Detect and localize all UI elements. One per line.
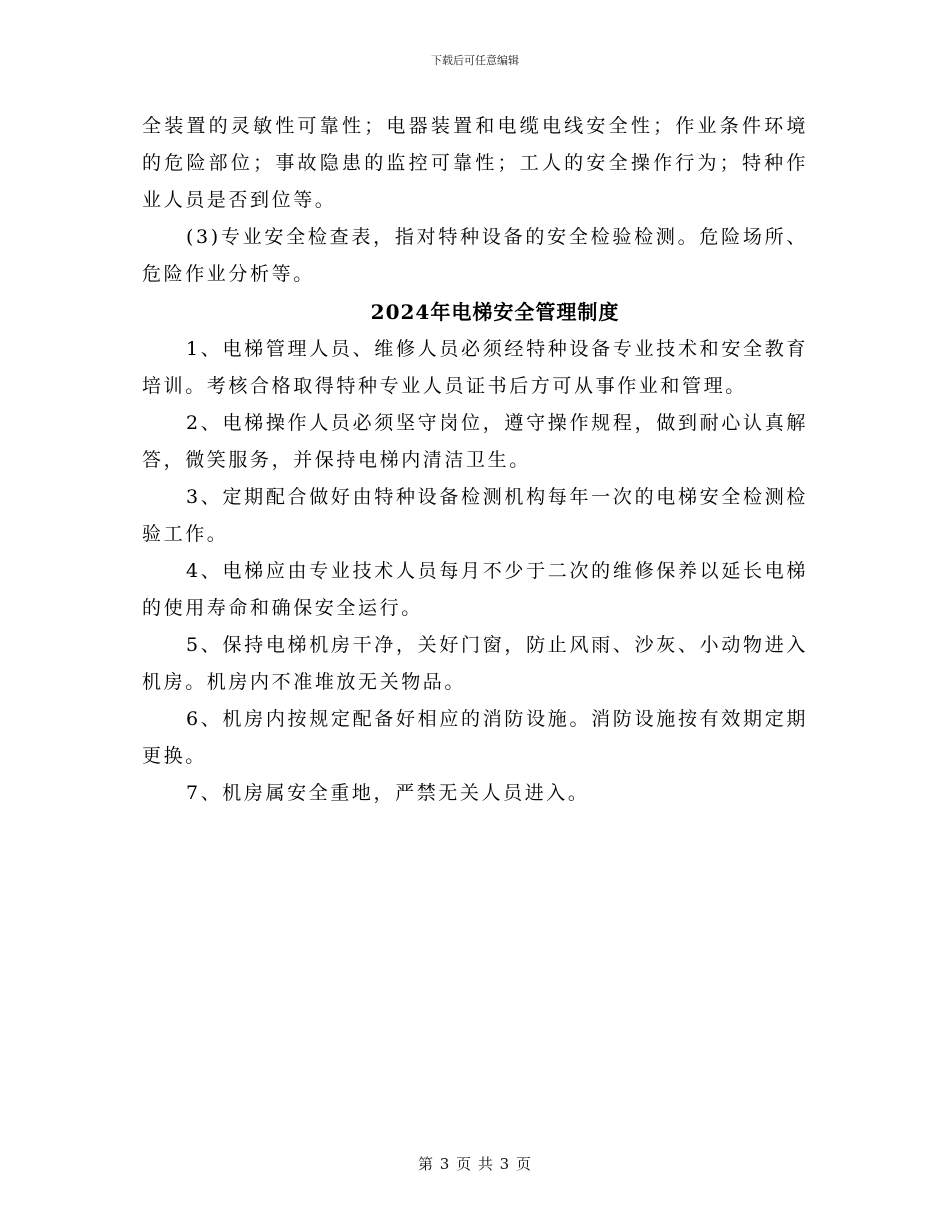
rule-item-7: 7、机房属安全重地，严禁无关人员进入。 bbox=[186, 782, 590, 804]
rule-item-5: 5、保持电梯机房干净，关好门窗，防止风雨、沙灰、小动物进入机房。机房内不准堆放无关物品。 bbox=[142, 634, 808, 693]
continuation-paragraph: 全装置的灵敏性可靠性；电器装置和电缆电线安全性；作业条件环境的危险部位；事故隐患的监控可靠性；工人的安全操作行为；特种作业人员是否到位等。 bbox=[142, 115, 808, 211]
rule-item-1: 1、电梯管理人员、维修人员必须经特种设备专业技术和安全教育培训。考核合格取得特种专业人员证书后方可从事作业和管理。 bbox=[142, 338, 808, 397]
section-title: 2024年电梯安全管理制度 bbox=[370, 300, 620, 324]
rule-item-6: 6、机房内按规定配备好相应的消防设施。消防设施按有效期定期更换。 bbox=[142, 708, 808, 767]
rule-item-3: 3、定期配合做好由特种设备检测机构每年一次的电梯安全检测检验工作。 bbox=[142, 486, 808, 545]
page-number: 第 3 页 共 3 页 bbox=[418, 1155, 532, 1173]
document-body bbox=[142, 108, 808, 812]
header-note: 下载后可任意编辑 bbox=[431, 54, 519, 67]
rule-item-2: 2、电梯操作人员必须坚守岗位，遵守操作规程，做到耐心认真解答，微笑服务，并保持电梯内清洁卫生。 bbox=[142, 412, 808, 471]
rule-item-4: 4、电梯应由专业技术人员每月不少于二次的维修保养以延长电梯的使用寿命和确保安全运行。 bbox=[142, 560, 808, 619]
checklist-item-3: (3)专业安全检查表，指对特种设备的安全检验检测。危险场所、危险作业分析等。 bbox=[142, 226, 808, 285]
